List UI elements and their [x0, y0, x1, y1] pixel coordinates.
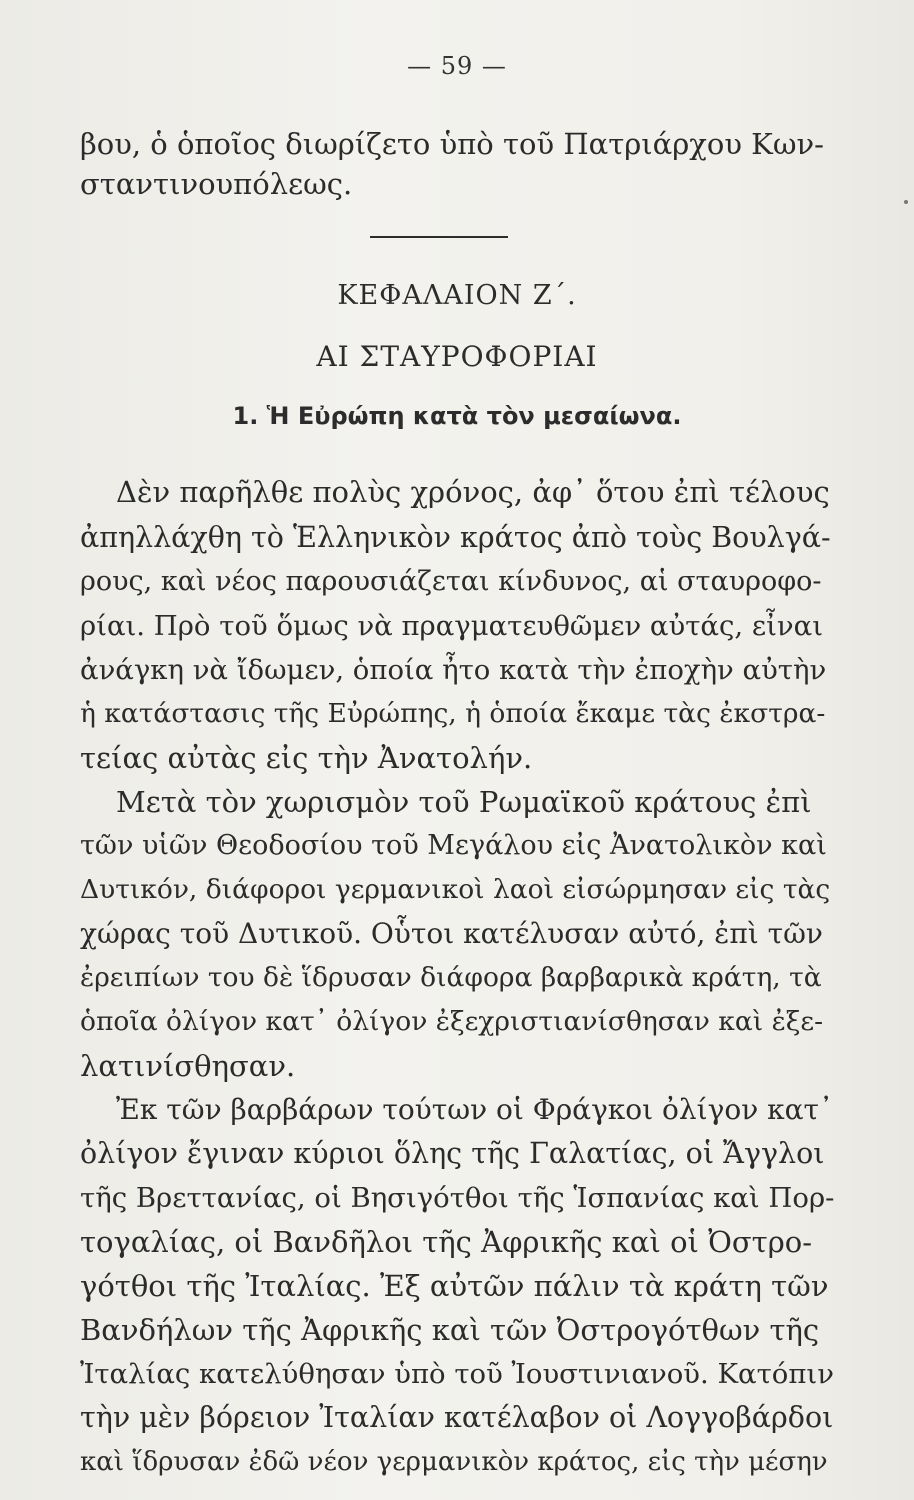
section-heading: 1. Ἡ Εὐρώπη κατὰ τὸν μεσαίωνα.: [232, 402, 682, 430]
body-line: ρίαι. Πρὸ τοῦ ὅμως νὰ πραγματευθῶμεν αὐτάς, εἶναι: [80, 610, 823, 642]
body-line: τῆς Βρεττανίας, οἱ Βησιγότθοι τῆς Ἱσπανίας καὶ Πορ-: [80, 1182, 835, 1214]
body-line: καὶ ἵδρυσαν ἐδῶ νέον γερμανικὸν κράτος, εἰς τὴν μέσην: [80, 1447, 828, 1477]
body-line: ρους, καὶ νέος παρουσιάζεται κίνδυνος, αἱ σταυροφο-: [80, 566, 822, 597]
continuation-line-2: σταντινουπόλεως.: [80, 167, 353, 201]
body-line: τείας αὐτὰς εἰς τὴν Ἀνατολήν.: [80, 741, 533, 775]
body-line: ἀπηλλάχθη τὸ Ἑλληνικὸν κράτος ἀπὸ τοὺς Βουλγά-: [80, 521, 831, 554]
chapter-title: ΑΙ ΣΤΑΥΡΟΦΟΡΙΑΙ: [316, 340, 598, 373]
body-line: τογαλίας, οἱ Βανδῆλοι τῆς Ἀφρικῆς καὶ οἱ Ὀστρο-: [80, 1225, 813, 1259]
page-number: — 59 —: [407, 52, 507, 80]
body-line: Ἐκ τῶν βαρβάρων τούτων οἱ Φράγκοι ὀλίγον κατ᾿: [116, 1093, 834, 1126]
body-line: Μετὰ τὸν χωρισμὸν τοῦ Ρωμαϊκοῦ κράτους ἐπὶ: [116, 785, 812, 819]
body-line: Δυτικόν, διάφοροι γερμανικοὶ λαοὶ εἰσώρμησαν εἰς τὰς: [80, 874, 831, 905]
section-divider: [370, 236, 508, 238]
continuation-line-1: βου, ὁ ὁποῖος διωρίζετο ὑπὸ τοῦ Πατριάρχου Κων-: [80, 127, 824, 161]
body-line: λατινίσθησαν.: [80, 1049, 296, 1083]
body-line: γότθοι τῆς Ἰταλίας. Ἐξ αὐτῶν πάλιν τὰ κράτη τῶν: [80, 1269, 829, 1303]
body-line: χώρας τοῦ Δυτικοῦ. Οὗτοι κατέλυσαν αὐτό, ἐπὶ τῶν: [80, 917, 823, 950]
body-line: Δὲν παρῆλθε πολὺς χρόνος, ἀφ᾿ ὅτου ἐπὶ τέλους: [116, 475, 830, 509]
body-line: ὀλίγον ἔγιναν κύριοι ὅλης τῆς Γαλατίας, οἱ Ἄγγλοι: [80, 1137, 825, 1170]
body-line: τῶν υἱῶν Θεοδοσίου τοῦ Μεγάλου εἰς Ἀνατολικὸν καὶ: [80, 830, 827, 861]
body-line: ἀνάγκη νὰ ἴδωμεν, ὁποία ἦτο κατὰ τὴν ἐποχὴν αὐτὴν: [80, 654, 827, 686]
chapter-heading: ΚΕΦΑΛΑΙΟΝ Ζ΄.: [337, 280, 577, 311]
paper-speck: [904, 200, 908, 204]
body-line: τὴν μὲν βόρειον Ἰταλίαν κατέλαβον οἱ Λογγοβάρδοι: [80, 1401, 834, 1434]
body-line: Ἰταλίας κατελύθησαν ὑπὸ τοῦ Ἰουστινιανοῦ. Κατόπιν: [80, 1358, 834, 1390]
body-line: ἐρειπίων του δὲ ἵδρυσαν διάφορα βαρβαρικὰ κράτη, τὰ: [80, 962, 822, 993]
body-line: ἡ κατάστασις τῆς Εὐρώπης, ἡ ὁποία ἔκαμε τὰς ἐκστρα-: [80, 698, 826, 729]
body-line: ὁποῖα ὀλίγον κατ᾿ ὀλίγον ἐξεχριστιανίσθησαν καὶ ἐξε-: [80, 1006, 824, 1037]
body-line: Βανδήλων τῆς Ἀφρικῆς καὶ τῶν Ὀστρογότθων τῆς: [80, 1313, 820, 1347]
